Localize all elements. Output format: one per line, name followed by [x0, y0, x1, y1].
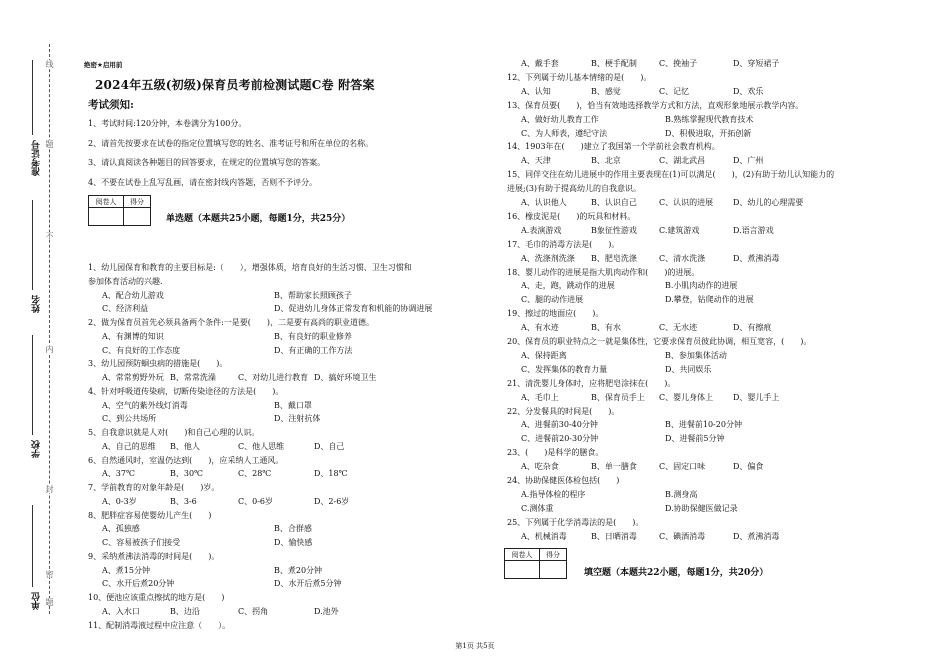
question-stem: 22、分发餐具的时间是( )。	[507, 406, 620, 416]
answer-option[interactable]: C、0-6岁	[238, 496, 274, 506]
answer-option[interactable]: A、孤独感	[102, 524, 140, 534]
admission-no-field[interactable]	[32, 60, 33, 135]
answer-option[interactable]: C、水开后煮20分钟	[102, 579, 175, 589]
admission-no-label: 准考证号	[32, 140, 42, 176]
answer-option[interactable]: B、认识自己	[591, 198, 637, 207]
score-box	[504, 548, 567, 579]
answer-option[interactable]: B、感觉	[591, 86, 621, 96]
answer-option[interactable]: D.协助保健医做记录	[665, 503, 738, 513]
answer-option[interactable]: D、婴儿手上	[733, 392, 780, 402]
answer-option[interactable]: D、积极进取，开拓创新	[665, 128, 752, 138]
answer-option[interactable]: B、3-6	[170, 496, 197, 506]
answer-option[interactable]: D、幼儿的心理需要	[733, 198, 804, 207]
page-title: 2024年五级(初级)保育员考前检测试题C卷 附答案	[95, 78, 375, 92]
section-heading: 单选题（本题共25小题，每题1分，共25分）	[166, 214, 351, 224]
answer-option[interactable]: A、0-3岁	[102, 496, 137, 506]
answer-option[interactable]: B、进餐前10-20分钟	[665, 420, 742, 430]
question-stem: 18、婴儿动作的进展是指大肌肉动作和( )的进展。	[507, 267, 700, 277]
question-stem: 20、保育员的职业特点之一就是集体性，它要求保育员彼此协调，相互宽容，( )。	[507, 337, 812, 346]
score-label: 得分	[540, 549, 567, 561]
seal-line	[49, 44, 50, 614]
name-label: 姓名	[32, 295, 42, 313]
answer-option[interactable]: A、吃杂食	[521, 462, 559, 472]
answer-option[interactable]: D、共同娱乐	[665, 364, 712, 374]
seal-char: 题	[45, 598, 54, 606]
answer-option[interactable]: B.小肌肉动作的进展	[665, 281, 738, 291]
answer-option[interactable]: B、日晒消毒	[591, 531, 637, 541]
question-stem: 17、毛巾的消毒方法是( )。	[507, 239, 620, 249]
answer-option[interactable]: C.测体重	[521, 503, 554, 513]
answer-option[interactable]: A、配合幼儿游戏	[102, 290, 164, 300]
grader-label: 阅卷人	[89, 196, 124, 208]
unit-field[interactable]	[32, 505, 33, 587]
page-number: 第1页 共5页	[455, 642, 495, 650]
answer-option[interactable]: C、为人师表，遵纪守法	[521, 128, 608, 138]
question-stem: 参加体育活动的兴趣.	[88, 276, 163, 286]
answer-option[interactable]: B、保育员手上	[591, 392, 645, 402]
answer-option[interactable]: B、边沿	[170, 606, 200, 616]
answer-option[interactable]: C、腿的动作进展	[521, 295, 584, 305]
answer-option[interactable]: D、自己	[314, 441, 345, 451]
answer-option[interactable]: C、进餐前20-30分钟	[521, 434, 599, 444]
question-stem: 1、幼儿园保育和教育的主要目标是:（ ），增强体质，培育良好的生活习惯、卫生习惯和	[88, 263, 412, 272]
answer-option[interactable]: D、注射抗体	[274, 414, 321, 424]
answer-option[interactable]: A、做好幼儿教育工作	[521, 114, 599, 124]
question-stem: 5、自我意识就是人对( )和自己心理的认识。	[88, 428, 260, 437]
answer-option[interactable]: B、他人	[170, 441, 200, 451]
answer-option[interactable]: D、促进幼儿身体正常发育和机能的协调进展	[274, 304, 433, 314]
question-stem: 6、自然通风时，室温仍达到( )，应采纳人工通风。	[88, 455, 284, 465]
answer-option[interactable]: B、常常洗澡	[170, 373, 216, 382]
question-stem: 24、协助保健医体检包括( )	[507, 476, 620, 485]
question-stem: 10、便池应该重点擦拭的地方是( )	[88, 593, 225, 602]
answer-option[interactable]: A、自己的思维	[102, 441, 156, 451]
answer-option[interactable]: D.池外	[314, 606, 339, 616]
question-stem: 14、1903年在( )建立了我国第一个学前社会教育机构。	[507, 142, 720, 152]
answer-option[interactable]: C、无水迹	[659, 323, 698, 333]
answer-option[interactable]: C、到公共场所	[102, 414, 157, 424]
answer-option[interactable]: A、洗涤剂洗涤	[521, 253, 575, 263]
answer-option[interactable]: B、合群感	[274, 524, 312, 534]
question-stem: 2、做为保育员首先必须具备两个条件:一是要( )，二是要有高尚的职业道德。	[88, 318, 375, 327]
answer-option[interactable]: C、碘酒消毒	[659, 531, 706, 541]
answer-option[interactable]: D.攀登，钻爬动作的进展	[665, 295, 754, 305]
answer-option[interactable]: C、容易被孩子们接受	[102, 538, 181, 547]
section-heading: 填空题（本题共22小题，每题1分，共20分）	[584, 568, 769, 578]
answer-option[interactable]: D、有正确的工作方法	[274, 345, 353, 355]
question-stem: 16、橡皮泥是( )的玩具和材料。	[507, 211, 636, 221]
answer-option[interactable]: A.指导体检的程序	[521, 489, 586, 499]
grader-label: 阅卷人	[505, 549, 540, 561]
answer-option[interactable]: D、偏食	[733, 462, 764, 472]
answer-option[interactable]: B、30℃	[170, 469, 204, 479]
answer-option[interactable]: A、常常剪野外玩	[102, 373, 164, 382]
score-label: 得分	[124, 196, 151, 208]
answer-option[interactable]: A、煮15分钟	[102, 565, 150, 575]
score-cell[interactable]	[540, 561, 567, 579]
question-stem: 8、肥胖症容易使婴幼儿产生( )	[88, 510, 212, 520]
answer-option[interactable]: D.语言游戏	[733, 225, 774, 235]
secret-mark: 绝密★启用前	[84, 61, 123, 69]
answer-option[interactable]: C、28℃	[238, 469, 272, 479]
answer-option[interactable]: A、走，跑，跳动作的进展	[521, 281, 615, 291]
answer-option[interactable]: D、愉快感	[274, 538, 313, 547]
answer-option[interactable]: B、梗手配制	[591, 59, 637, 68]
name-field[interactable]	[32, 200, 33, 290]
answer-option[interactable]: C、对幼儿进行教育	[238, 373, 309, 382]
question-stem: 进展;(3)有助于提高幼儿的自我意识。	[507, 184, 642, 194]
answer-option[interactable]: A、有渊博的知识	[102, 331, 164, 341]
answer-option[interactable]: C、湖北武昌	[659, 156, 706, 166]
question-stem: 4、针对呼吸道传染病，切断传染途径的方法是( )。	[88, 386, 284, 396]
answer-option[interactable]: A、保持距离	[521, 350, 567, 360]
answer-option[interactable]: A、毛巾上	[521, 392, 559, 402]
question-stem: 7、学前教育的对象年龄是( )岁。	[88, 483, 220, 492]
seal-char: 密	[45, 570, 54, 578]
answer-option[interactable]: C、发挥集体的教育力量	[521, 364, 608, 374]
answer-option[interactable]: C、固定口味	[659, 462, 706, 472]
grader-cell[interactable]	[89, 208, 124, 226]
answer-option[interactable]: A、机械消毒	[521, 531, 567, 541]
answer-option[interactable]: D、穿短裙子	[733, 59, 780, 68]
score-box	[88, 195, 151, 226]
answer-option[interactable]: B、参加集体活动	[665, 350, 727, 360]
answer-option[interactable]: A、进餐前30-40分钟	[521, 420, 598, 430]
answer-option[interactable]: C、拐角	[238, 606, 269, 616]
answer-option[interactable]: B、肥皂洗涤	[591, 253, 637, 263]
answer-option[interactable]: C、挽袖子	[659, 59, 698, 68]
answer-option[interactable]: D、搞好环境卫生	[314, 373, 377, 382]
answer-option[interactable]: B、戴口罩	[274, 400, 312, 410]
answer-option[interactable]: B、帮助家长照顾孩子	[274, 290, 352, 300]
answer-option[interactable]: D、煮沸消毒	[733, 253, 780, 263]
seal-char: 封	[45, 485, 54, 493]
answer-option[interactable]: C、经济利益	[102, 304, 149, 314]
answer-option[interactable]: C.建筑游戏	[659, 225, 700, 235]
seal-char: 不	[45, 232, 54, 240]
notice-item: 3、请认真阅读各种题目的回答要求，在规定的位置填写您的答案。	[88, 158, 326, 167]
answer-option[interactable]: B、煮20分钟	[274, 565, 323, 575]
answer-option[interactable]: A、有水迹	[521, 323, 559, 333]
answer-option[interactable]: B.测身高	[665, 489, 698, 499]
question-stem: 3、幼儿园预防蛔虫病的措施是( )。	[88, 359, 228, 369]
answer-option[interactable]: B、有良好的职业修养	[274, 331, 352, 341]
answer-option[interactable]: C、他人思维	[238, 441, 285, 451]
answer-option[interactable]: D、欢乐	[733, 86, 764, 96]
answer-option[interactable]: B、单一膳食	[591, 462, 637, 472]
answer-option[interactable]: D、进餐前5分钟	[665, 434, 725, 444]
question-stem: 25、下列属于化学消毒法的是( )。	[507, 517, 644, 527]
answer-option[interactable]: B象征性游戏	[591, 225, 637, 235]
answer-option[interactable]: D、有擦痕	[733, 323, 772, 333]
answer-option[interactable]: D、2-6岁	[314, 496, 350, 506]
answer-option[interactable]: C、婴儿身体上	[659, 392, 714, 402]
question-stem: 15、同伴交往在幼儿进展中的作用主要表现在(1)可以满足( )，(2)有助于幼儿认知能力的	[507, 170, 835, 180]
answer-option[interactable]: D、广州	[733, 156, 764, 166]
grader-cell[interactable]	[505, 561, 540, 579]
answer-option[interactable]: C、认识的进展	[659, 198, 714, 207]
answer-option[interactable]: D、18℃	[314, 469, 348, 479]
question-stem: 9、采纳煮沸法消毒的时间是( )。	[88, 551, 220, 561]
notice-item: 2、请首先按要求在试卷的指定位置填写您的姓名、准考证号和所在单位的名称。	[88, 139, 374, 148]
answer-option[interactable]: A、认识他人	[521, 198, 567, 207]
question-stem: 11、配制消毒液过程中应注意（ ）。	[88, 620, 231, 630]
seal-char: 题	[45, 140, 54, 148]
question-stem: 23、( )是科学的膳食。	[507, 448, 604, 458]
question-stem: 19、擦过的地面应( )。	[507, 309, 604, 319]
question-stem: 13、保育员要( )，恰当有效地选择教学方式和方法，直观形象地展示教学内容。	[507, 100, 804, 110]
answer-option[interactable]: A.表演游戏	[521, 225, 562, 235]
notice-item: 4、不要在试卷上乱写乱画，请在密封线内答题，否则不予评分。	[88, 178, 318, 187]
seal-char: 线	[45, 60, 54, 68]
answer-option[interactable]: C、清水洗涤	[659, 253, 706, 263]
notice-heading: 考试须知:	[88, 99, 134, 111]
answer-option[interactable]: A、天津	[521, 156, 551, 166]
answer-option[interactable]: A、37℃	[102, 469, 135, 479]
answer-option[interactable]: B、北京	[591, 156, 621, 166]
notice-item: 1、考试时间:120分钟，本卷满分为100分。	[88, 119, 247, 128]
seal-char: 内	[45, 345, 54, 353]
answer-option[interactable]: B.熟练掌握现代教育技术	[665, 114, 754, 124]
answer-option[interactable]: A、认知	[521, 86, 551, 96]
question-stem: 12、下列属于幼儿基本情绪的是( )。	[507, 72, 652, 82]
answer-option[interactable]: A、空气的紫外线灯消毒	[102, 400, 188, 410]
answer-option[interactable]: D、煮沸消毒	[733, 531, 780, 541]
answer-option[interactable]: B、有水	[591, 323, 621, 333]
school-field[interactable]	[32, 335, 33, 435]
question-stem: 21、清洗婴儿身体时，应将肥皂涂抹在( )。	[507, 378, 676, 388]
school-label: 学校	[32, 440, 42, 458]
answer-option[interactable]: A、入水口	[102, 606, 140, 616]
answer-option[interactable]: D、水开后煮5分钟	[274, 579, 342, 589]
unit-label: 单位	[32, 592, 42, 610]
answer-option[interactable]: A、戴手套	[521, 59, 559, 68]
score-cell[interactable]	[124, 208, 151, 226]
answer-option[interactable]: C、有良好的工作态度	[102, 345, 181, 355]
answer-option[interactable]: C、记忆	[659, 86, 690, 96]
